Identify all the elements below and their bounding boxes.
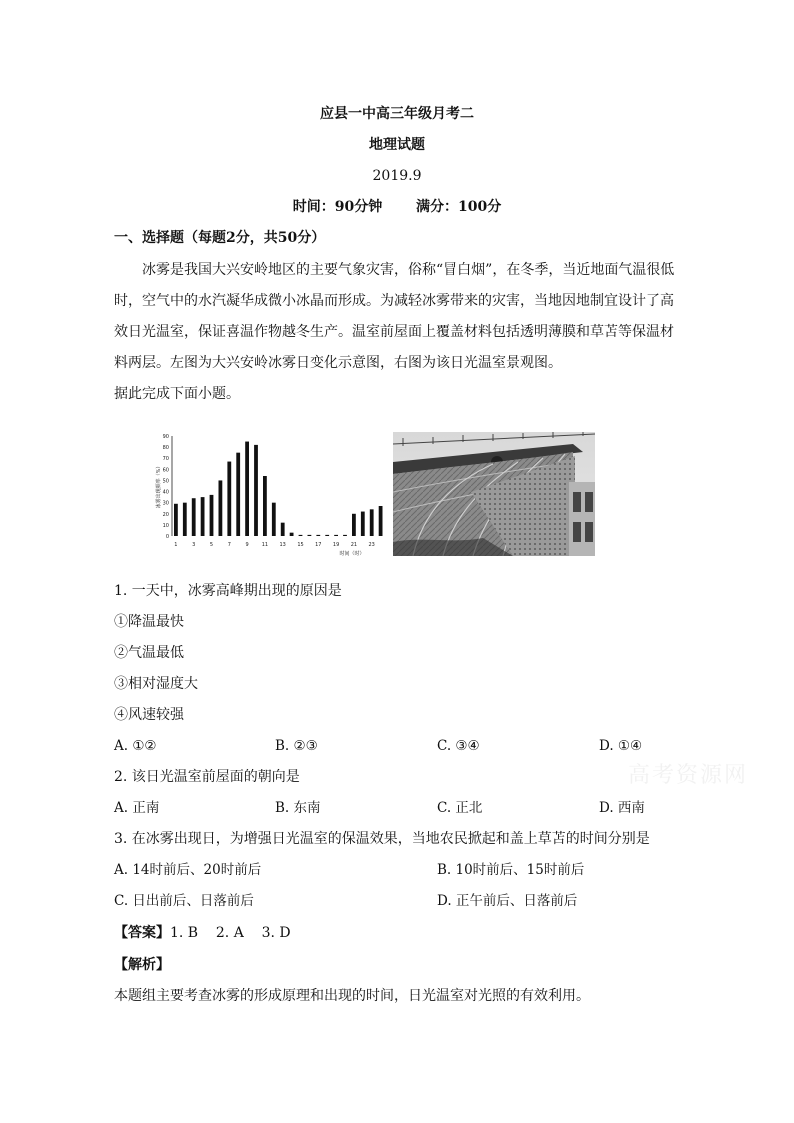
watermark: 高考资源网: [628, 763, 749, 788]
x-axis-label: 时间（时）: [339, 551, 365, 557]
bar: [245, 442, 249, 536]
y-tick-label: 60: [162, 467, 169, 474]
x-tick-label: 11: [261, 542, 269, 548]
answer-text: 1. B 2. A 3. D: [170, 925, 291, 941]
q3-option-c[interactable]: C. 日出前后、日落前后: [114, 893, 254, 909]
answer-label: 【答案】: [114, 925, 170, 941]
ice-fog-chart: [158, 430, 393, 560]
bar: [254, 445, 258, 536]
x-tick-label: 3: [192, 542, 196, 548]
exam-title: 应县一中高三年级月考二: [320, 106, 474, 122]
bar: [174, 504, 178, 536]
bar: [316, 535, 320, 536]
bar: [281, 523, 285, 536]
bar: [227, 462, 231, 536]
x-tick-label: 7: [227, 542, 231, 548]
passage-line-4: 料两层。左图为大兴安岭冰雾日变化示意图，右图为该日光温室景观图。: [114, 355, 562, 371]
q2-option-d[interactable]: D. 西南: [599, 800, 645, 816]
x-tick-label: 19: [332, 542, 340, 548]
bar: [183, 503, 187, 536]
x-tick-label: 9: [245, 542, 249, 548]
x-tick-label: 5: [209, 542, 214, 548]
bar: [370, 509, 374, 536]
answer-line: [114, 923, 291, 943]
bar: [308, 535, 312, 536]
y-tick-label: 30: [162, 500, 169, 507]
bar: [334, 535, 338, 536]
q1-statement-3: ③相对湿度大: [114, 676, 198, 692]
q1-option-c[interactable]: C. ③④: [437, 738, 480, 754]
bar: [299, 535, 303, 536]
y-tick-label: 80: [162, 445, 169, 452]
q3-option-b[interactable]: B. 10时前后、15时前后: [437, 862, 585, 878]
analysis-text: 本题组主要考查冰雾的形成原理和出现的时间，日光温室对光照的有效利用。: [114, 988, 590, 1004]
y-axis-label: 冰雾出现频率（%）: [156, 463, 162, 509]
y-tick-label: 40: [162, 489, 169, 496]
bar: [361, 512, 365, 536]
bar: [343, 535, 347, 536]
greenhouse-photo: [393, 432, 595, 556]
q1-option-a[interactable]: A. ①②: [114, 738, 157, 754]
question-3-stem: 3. 在冰雾出现日，为增强日光温室的保温效果，当地农民掀起和盖上草苫的时间分别是: [114, 831, 650, 847]
y-tick-label: 50: [162, 478, 169, 485]
q1-option-b[interactable]: B. ②③: [275, 738, 318, 754]
exam-subject: 地理试题: [369, 137, 425, 153]
bar: [272, 503, 276, 536]
x-tick-label: 1: [174, 542, 178, 548]
q3-option-a[interactable]: A. 14时前后、20时前后: [114, 862, 262, 878]
question-1-stem: 1. 一天中，冰雾高峰期出现的原因是: [114, 583, 342, 599]
q1-option-d[interactable]: D. ①④: [599, 738, 643, 754]
exam-date: 2019.9: [372, 168, 422, 184]
x-tick-label: 17: [315, 542, 322, 548]
score-label: 满分：100分: [416, 199, 502, 215]
x-tick-label: 23: [368, 542, 375, 548]
x-tick-label: 15: [297, 542, 304, 548]
y-tick-label: 70: [162, 456, 169, 463]
time-label: 时间：90分钟: [292, 199, 383, 215]
q1-statement-2: ②气温最低: [114, 645, 184, 661]
bar: [263, 476, 267, 536]
bar: [290, 533, 294, 536]
x-tick-label: 21: [350, 542, 358, 548]
bar: [192, 498, 196, 536]
q1-statement-1: ①降温最快: [114, 614, 184, 630]
x-tick-label: 13: [279, 542, 286, 548]
bar: [201, 497, 205, 536]
exam-time-score: [0, 197, 794, 217]
y-tick-label: 0: [165, 534, 169, 540]
bar: [236, 453, 240, 536]
y-tick-label: 10: [162, 522, 169, 529]
analysis-label: 【解析】: [114, 957, 170, 973]
bar: [210, 495, 214, 536]
passage-line-2: 时，空气中的水汽凝华成微小冰晶而形成。为减轻冰雾带来的灾害，当地因地制宜设计了高: [114, 293, 674, 309]
q2-option-c[interactable]: C. 正北: [437, 800, 483, 816]
q3-option-d[interactable]: D. 正午前后、日落前后: [437, 893, 578, 909]
q2-option-b[interactable]: B. 东南: [275, 800, 321, 816]
passage-instruction: 据此完成下面小题。: [114, 386, 240, 402]
section-title: 一、选择题（每题2分，共50分）: [114, 230, 326, 246]
y-tick-label: 20: [162, 511, 169, 518]
bar: [219, 480, 223, 536]
bar: [352, 514, 356, 536]
bar: [325, 535, 329, 536]
bar: [379, 506, 383, 536]
q2-option-a[interactable]: A. 正南: [114, 800, 160, 816]
q1-statement-4: ④风速较强: [114, 707, 184, 723]
passage-line-3: 效日光温室，保证喜温作物越冬生产。温室前屋面上覆盖材料包括透明薄膜和草苫等保温材: [114, 324, 674, 340]
question-2-stem: 2. 该日光温室前屋面的朝向是: [114, 769, 300, 785]
y-tick-label: 90: [162, 434, 169, 440]
passage-line-1: 冰雾是我国大兴安岭地区的主要气象灾害，俗称“冒白烟”，在冬季，当近地面气温很低: [142, 262, 675, 278]
